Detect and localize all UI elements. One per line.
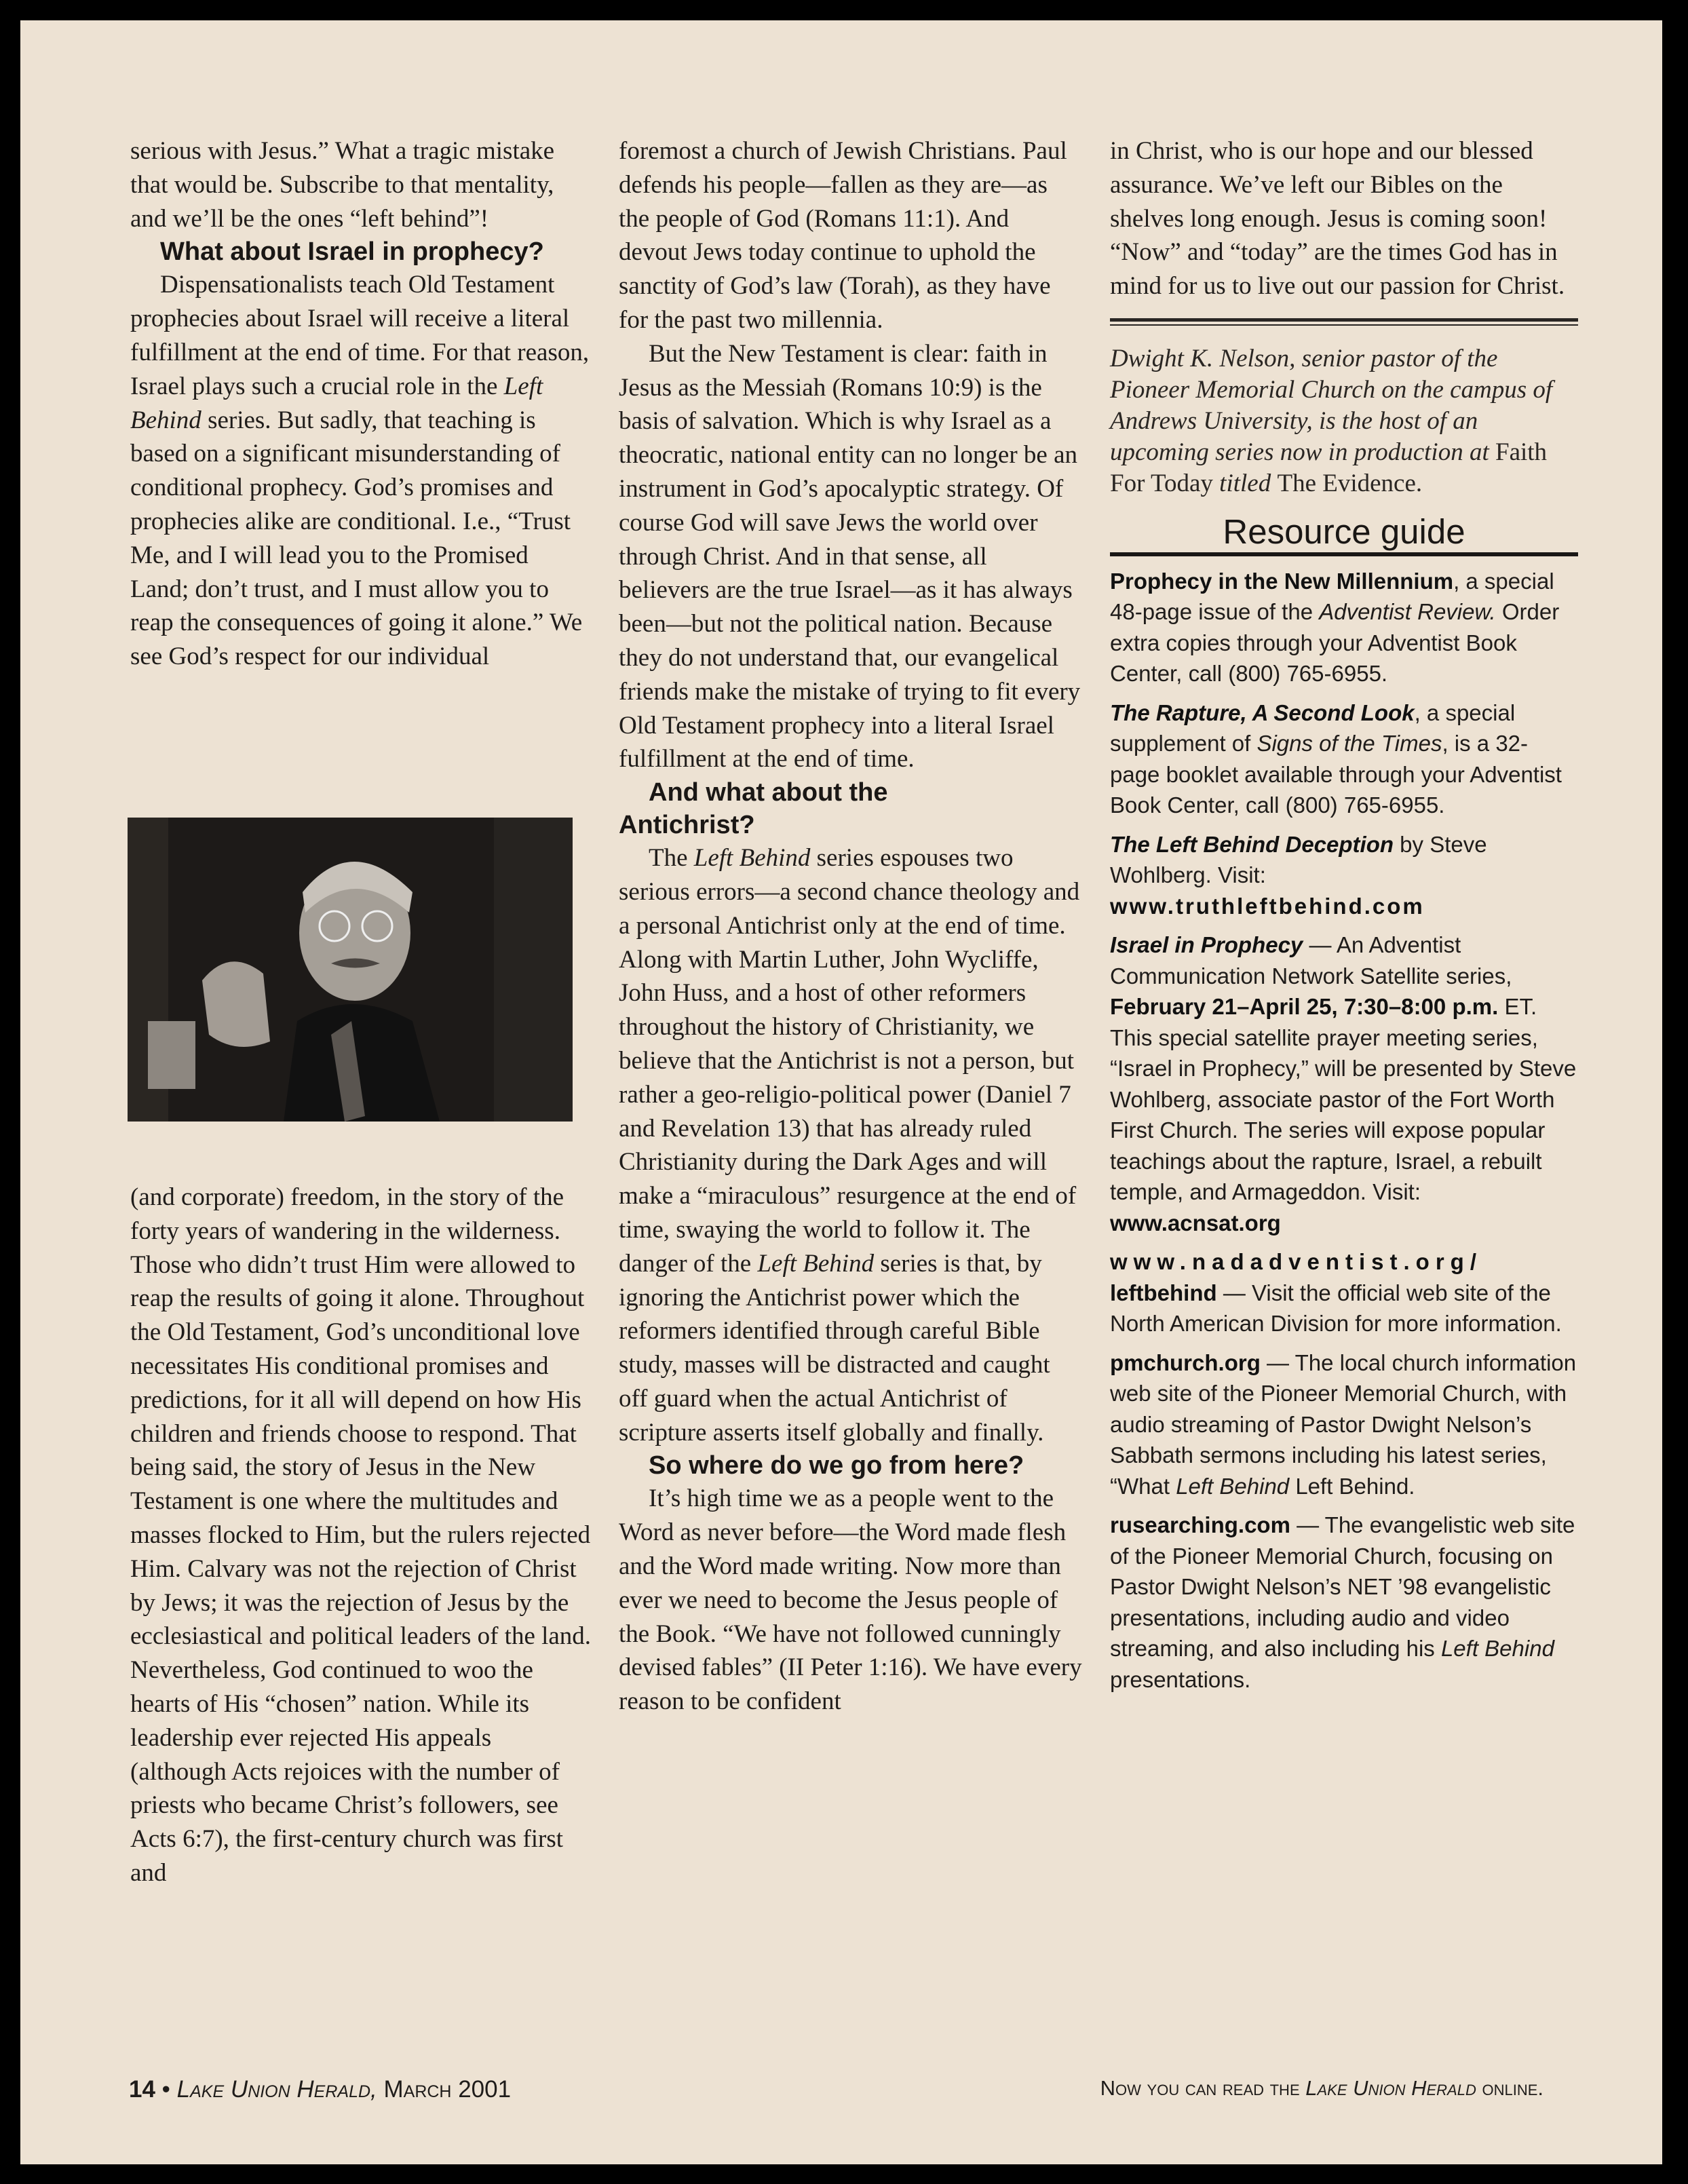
resource-link[interactable]: leftbehind bbox=[1110, 1280, 1217, 1305]
resource-item: The Rapture, A Second Look, a special supplement of Signs of the Times, is a 32- page booklet available through your Adventist Book Center, call (800) 765-6955. bbox=[1110, 700, 1562, 818]
paragraph: serious with Jesus.” What a tragic mistake that would be. Subscribe to that mentality, and we’ll be the ones “left behind”! bbox=[130, 137, 555, 233]
resource-link[interactable]: rusearching.com bbox=[1110, 1512, 1290, 1538]
resource-item: www.nadadventist.org/ leftbehind — Visit the official web site of the North American Division for more information. bbox=[1110, 1249, 1562, 1337]
double-rule-divider bbox=[1110, 318, 1578, 326]
column-1-bottom bbox=[130, 1181, 592, 1890]
resource-link[interactable]: www.acnsat.org bbox=[1110, 1210, 1281, 1235]
resource-item: Prophecy in the New Millennium, a special 48-page issue of the Adventist Review. Order extra copies through your Adventist Book Center, call (800) 765-6955. bbox=[1110, 568, 1560, 687]
column-2 bbox=[619, 134, 1083, 1719]
resource-link[interactable]: www.nadadventist.org/ bbox=[1110, 1249, 1482, 1275]
footer-folio bbox=[129, 2076, 511, 2103]
resource-item: The Left Behind Deception by Steve Wohlberg. Visit: www.truthleftbehind.com bbox=[1110, 831, 1487, 919]
author-bio: Dwight K. Nelson, senior pastor of the Pioneer Memorial Church on the campus of Andrews University, is the host of an upcoming series now in production at Faith For Today titled The Evidence. bbox=[1110, 344, 1553, 497]
resource-item: rusearching.com — The evangelistic web site of the Pioneer Memorial Church, focusing on Pastor Dwight Nelson’s NET ’98 evangelistic presentations, including audio and video streaming, and also including his Left Behind presentations. bbox=[1110, 1512, 1575, 1692]
footer-tagline: Now you can read the Lake Union Herald online. bbox=[1100, 2076, 1543, 2100]
paragraph: (and corporate) freedom, in the story of the forty years of wandering in the wilderness. Those who didn’t trust Him were allowed to reap the results of going it alone. Throughout the Old Testament, God’s unconditional love necessitates His conditional promises and predictions, for it all will depend on how His children and friends choose to respond. That being said, the story of Jesus in the New Testament is one where the multitudes and masses flocked to Him, but the rulers rejected Him. Calvary was not the rejection of Christ by Jews; it was the rejection of Jesus by the ecclesiastical and political leaders of the land. Nevertheless, God continued to woo the hearts of His “chosen” nation. While its leadership ever rejected His appeals (although Acts rejoices with the number of priests who became Christ’s followers, see Acts 6:7), the first-century church was first and bbox=[130, 1183, 592, 1887]
antichrist-heading-line-2: Antichrist? bbox=[619, 811, 755, 840]
israel-heading: What about Israel in prophecy? bbox=[160, 237, 544, 267]
resource-guide-rule bbox=[1110, 552, 1578, 556]
column-1-top bbox=[130, 134, 592, 674]
resource-guide-list bbox=[1110, 566, 1578, 1696]
column-3 bbox=[1110, 134, 1578, 1703]
resource-item: Israel in Prophecy — An Adventist Communication Network Satellite series, February 21–April 25, 7:30–8:00 p.m. ET. This special satellite prayer meeting series, “Israel in Prophecy,” will be presented by Steve Wohlberg, associate pastor of the Fort Worth First Church. The series will expose popular teachings about the rapture, Israel, a rebuilt temple, and Armageddon. Visit: www.acnsat.org bbox=[1110, 932, 1577, 1235]
paragraph: in Christ, who is our hope and our blessed assurance. We’ve left our Bibles on the shelves long enough. Jesus is coming soon! “Now” and “today” are the times God has in mind for us to live out our passion for Christ. bbox=[1110, 137, 1565, 301]
paragraph: foremost a church of Jewish Christians. Paul defends his people—fallen as they are—as the people of God (Romans 11:1). And devout Jews today continue to uphold the sanctity of God’s law (Torah), as they have for the past two millennia. bbox=[619, 137, 1067, 334]
resource-link[interactable]: pmchurch.org bbox=[1110, 1349, 1261, 1375]
where-heading: So where do we go from here? bbox=[649, 1451, 1024, 1480]
magazine-page bbox=[20, 20, 1662, 2164]
resource-item: pmchurch.org — The local church information web site of the Pioneer Memorial Church, with audio streaming of Pastor Dwight Nelson’s Sabbath sermons including his latest series, “What Left Behind Left Behind. bbox=[1110, 1349, 1577, 1499]
paragraph: But the New Testament is clear: faith in Jesus as the Messiah (Romans 10:9) is the basis of salvation. Which is why Israel as a theocratic, national entity can no longer be an instrument in God’s apocalyptic strategy. Of course God will save Jews the world over through Christ. And in that sense, all believers are the true Israel—as it has always been—but not the political nation. Because they do not understand that, our evangelical friends make the mistake of trying to fit every Old Testament prophecy into a literal Israel fulfillment at the end of time. bbox=[619, 339, 1081, 773]
paragraph: Dispensationalists teach Old Testament prophecies about Israel will receive a literal fulfillment at the end of time. For that reason, Israel plays such a crucial role in the Left Behind series. But sadly, that teaching is based on a significant misunderstanding of conditional prophecy. God’s promises and prophecies alike are conditional. I.e., “Trust Me, and I will lead you to the Promised Land; don’t trust, and I must allow you to reap the consequences of going it alone.” We see God’s respect for our individual bbox=[130, 271, 590, 671]
resource-link[interactable]: www.truthleftbehind.com bbox=[1110, 893, 1425, 919]
page-number: 14 bbox=[129, 2076, 155, 2103]
issue-date: March 2001 bbox=[383, 2076, 512, 2103]
author-photo bbox=[128, 818, 573, 1122]
magazine-name: Lake Union Herald, bbox=[176, 2076, 377, 2103]
bullet: • bbox=[161, 2076, 170, 2103]
paragraph: It’s high time we as a people went to the Word as never before—the Word made flesh and the Word made writing. Now more than ever we need to become the Jesus people of the Book. “We have not followed cunningly devised fables” (II Peter 1:16). We have every reason to be confident bbox=[619, 1484, 1082, 1716]
resource-guide-title: Resource guide bbox=[1223, 512, 1465, 551]
antichrist-heading: And what about the bbox=[649, 778, 888, 807]
paragraph: The Left Behind series espouses two serious errors—a second chance theology and a personal Antichrist only at the end of time. Along with Martin Luther, John Wycliffe, John Huss, and a host of other reformers throughout the history of Christianity, we believe that the Antichrist is not a person, but rather a geo-religio-political power (Daniel 7 and Revelation 13) that has already ruled Christianity during the Dark Ages and will make a “miraculous” resurgence at the end of time, swaying the world to follow it. The danger of the Left Behind series is that, by ignoring the Antichrist power which the reformers identified through careful Bible study, masses will be distracted and caught off guard when the actual Antichrist of scripture asserts itself globally and finally. bbox=[619, 844, 1080, 1447]
